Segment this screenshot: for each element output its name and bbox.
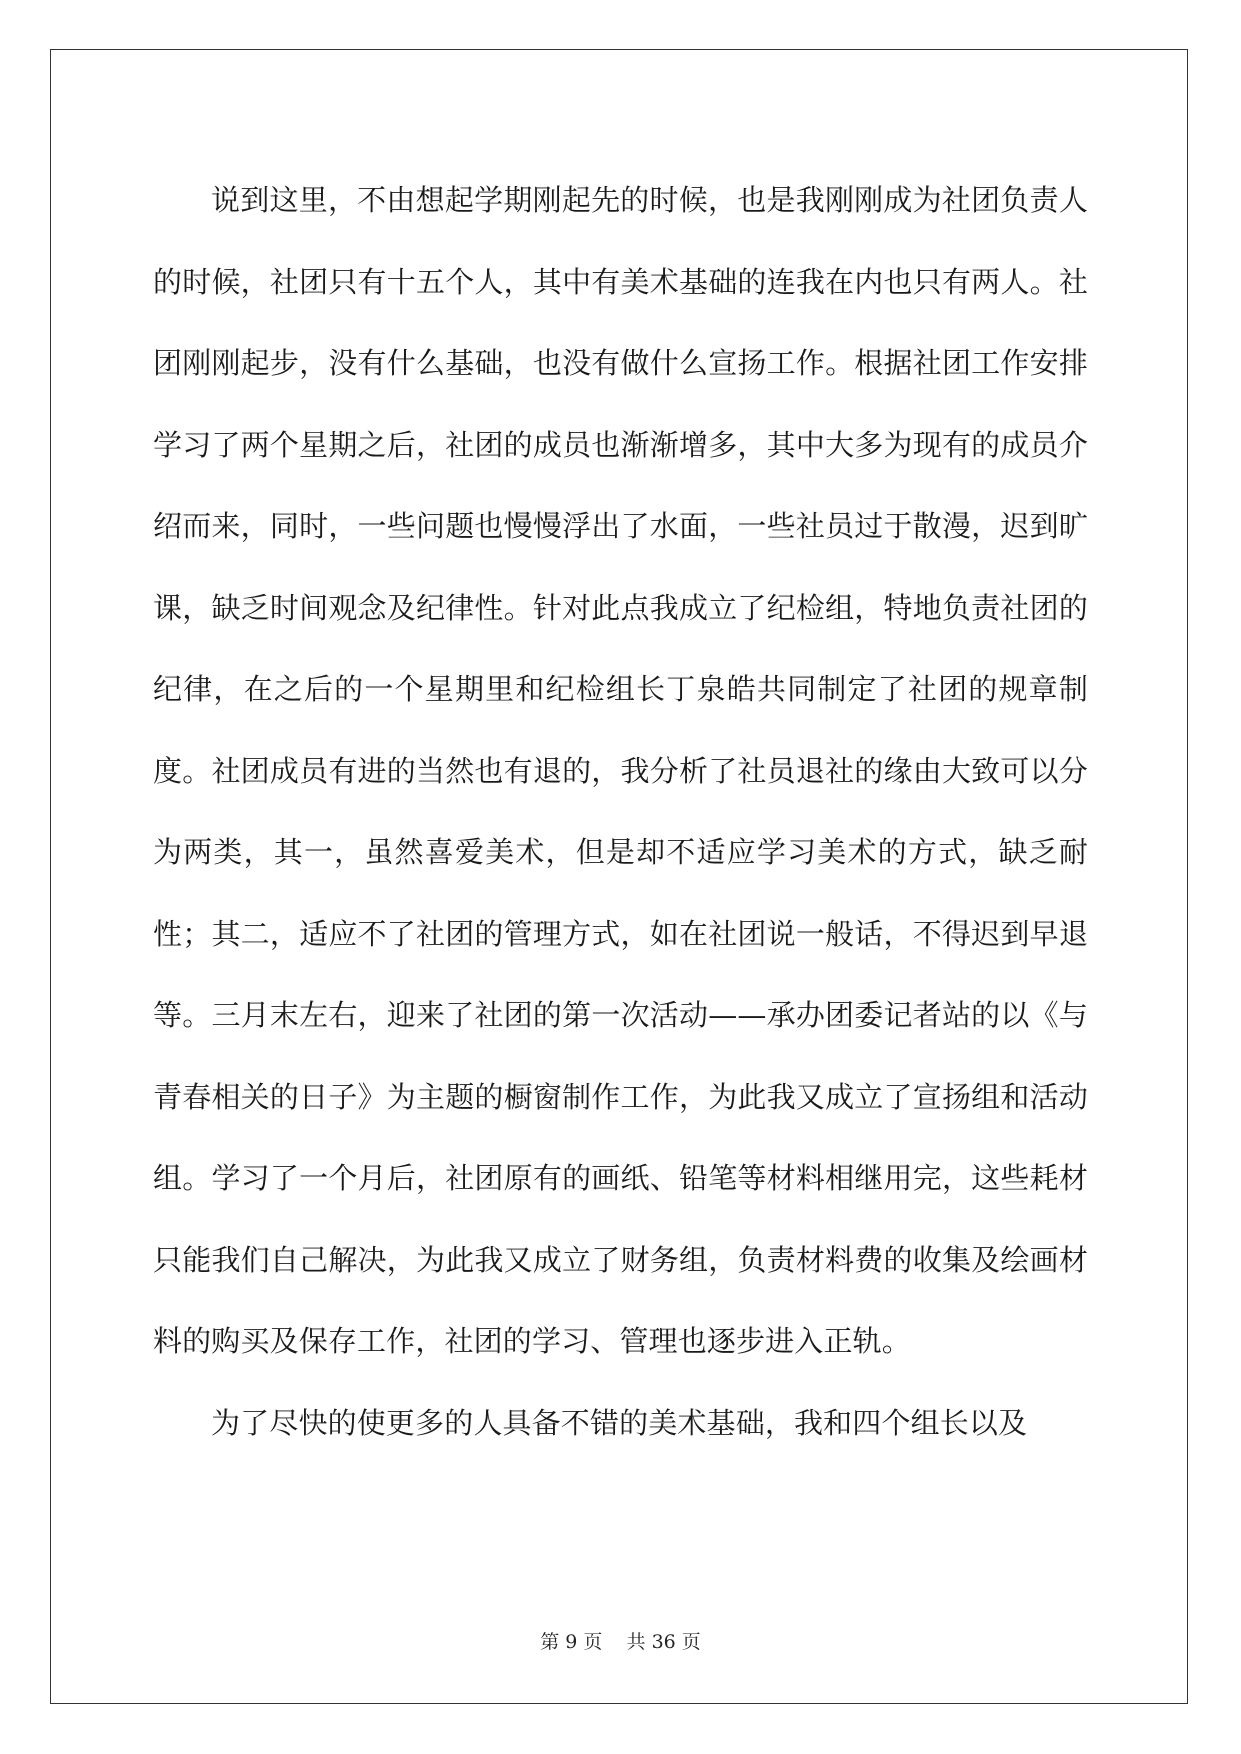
page-footer bbox=[0, 1627, 1241, 1654]
page-number: 第 9 页 共 36 页 bbox=[540, 1631, 701, 1653]
paragraph-2: 为了尽快的使更多的人具备不错的美术基础，我和四个组长以及 bbox=[211, 1405, 1028, 1440]
paragraph-1: 说到这里，不由想起学期刚起先的时候，也是我刚刚成为社团负责人的时候，社团只有十五个人，其中有美术基础的连我在内也只有两人。社团刚刚起步，没有什么基础，也没有做什么宣扬工作。根据社团工作安排学习了两个星期之后，社团的成员也渐渐增多，其中大多为现有的成员介绍而来，同时，一些问题也慢慢浮出了水面，一些社员过于散漫，迟到旷课，缺乏时间观念及纪律性。针对此点我成立了纪检组，特地负责社团的纪律，在之后的一个星期里和纪检组长丁泉皓共同制定了社团的规章制度。社团成员有进的当然也有退的，我分析了社员退社的缘由大致可以分为两类，其一，虽然喜爱美术，但是却不适应学习美术的方式，缺乏耐性；其二，适应不了社团的管理方式，如在社团说一般话，不得迟到早退等。三月末左右，迎来了社团的第一次活动——承办团委记者站的以《与青春相关的日子》为主题的橱窗制作工作，为此我又成立了宣扬组和活动组。学习了一个月后，社团原有的画纸、铅笔等材料相继用完，这些耗材只能我们自己解决，为此我又成立了财务组，负责材料费的收集及绘画材料的购买及保存工作，社团的学习、管理也逐步进入正轨。 bbox=[153, 183, 1088, 1358]
document-body bbox=[153, 160, 1088, 1464]
